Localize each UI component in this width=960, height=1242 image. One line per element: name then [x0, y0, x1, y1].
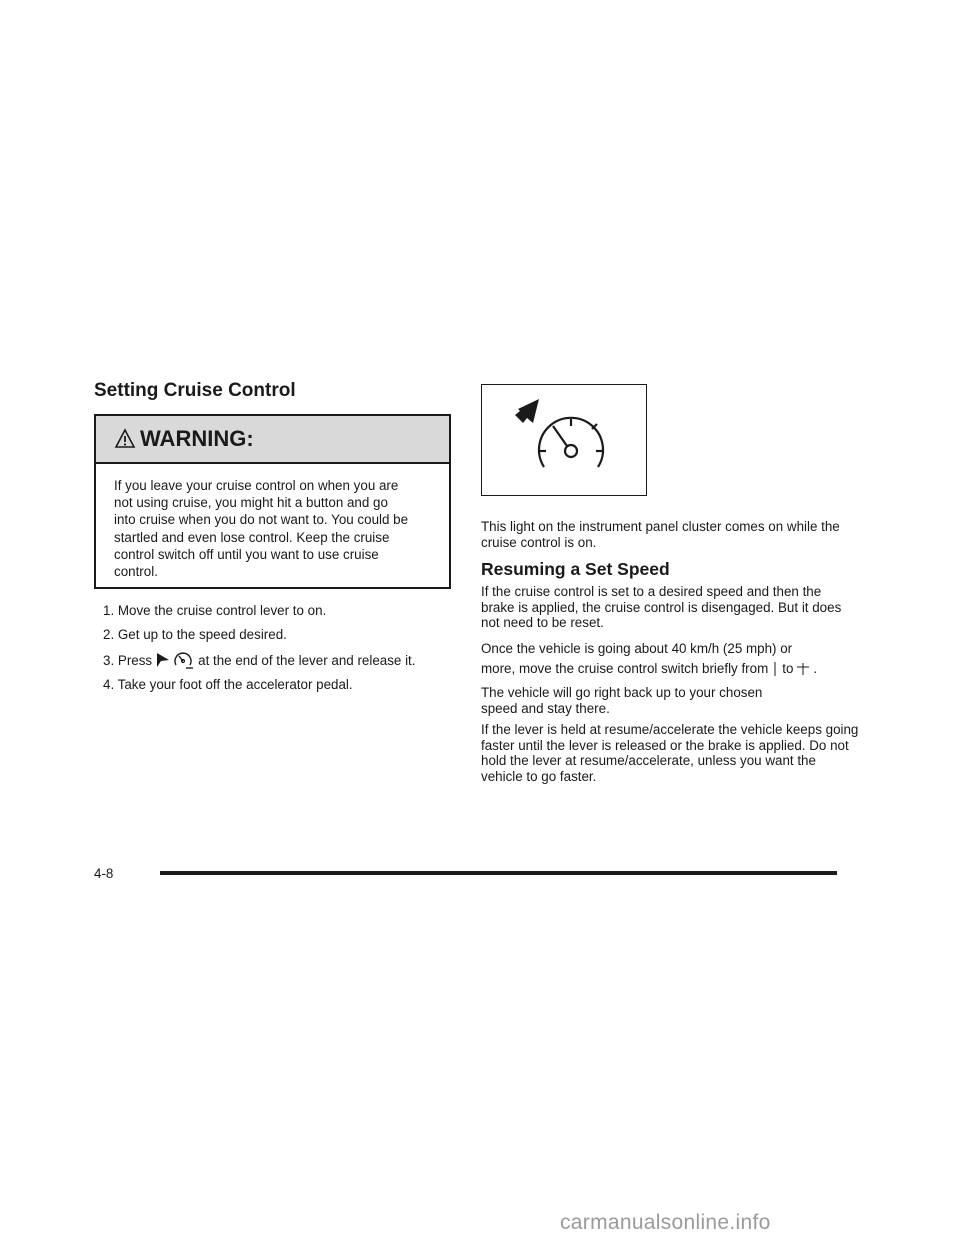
- step-3-suffix: at the end of the lever and release it.: [198, 652, 416, 668]
- warning-line: If you leave your cruise control on when you are: [114, 478, 399, 493]
- warning-line: control switch off until you want to use cruise: [114, 546, 379, 562]
- section-title-resuming: Resuming a Set Speed: [481, 559, 670, 579]
- warning-line: control.: [114, 564, 158, 580]
- resume-p2-end: .: [813, 660, 818, 676]
- resume-paragraph-4: If the lever is held at resume/accelerate the vehicle keeps going faster until the lever is released or the brake is applied. Do not hold the lever at resume/accelerate, unless you want the vehicle to go faster.: [481, 722, 859, 784]
- warning-text: [96, 464, 449, 580]
- watermark: carmanualsonline.info: [560, 1211, 771, 1234]
- warning-label: WARNING:: [140, 426, 254, 451]
- warning-line: startled and even lose control. Keep the cruise: [114, 529, 390, 545]
- step-3: [103, 651, 416, 669]
- section-title-setting-cruise: Setting Cruise Control: [94, 380, 296, 401]
- cruise-speedometer-icon: [482, 385, 645, 494]
- resume-p2-to: to: [782, 660, 794, 676]
- resume-p2-line1: Once the vehicle is going about 40 km/h (25 mph) or: [481, 641, 793, 656]
- warning-header: [96, 416, 449, 464]
- set-arrow-icon: [156, 652, 170, 668]
- plus-icon: [796, 662, 810, 676]
- step-2: 2. Get up to the speed desired.: [103, 627, 287, 642]
- resume-paragraph-2: [481, 641, 861, 677]
- step-3-prefix: 3. Press: [103, 652, 153, 668]
- warning-line: not using cruise, you might hit a button and go: [114, 495, 388, 511]
- step-4: 4. Take your foot off the accelerator pedal.: [103, 677, 353, 692]
- step-1: 1. Move the cruise control lever to on.: [103, 603, 327, 618]
- warning-triangle-icon: [114, 428, 136, 450]
- resume-bar-icon: [770, 661, 780, 677]
- footer-rule: [160, 871, 837, 875]
- warning-box: [94, 414, 451, 589]
- page-number: 4-8: [94, 866, 114, 881]
- warning-line: into cruise when you do not want to. You could be: [114, 512, 409, 528]
- resume-p2-text: more, move the cruise control switch briefly from: [481, 660, 769, 676]
- cruise-speedometer-icon: [172, 651, 194, 669]
- icon-caption: This light on the instrument panel cluster comes on while the cruise control is on.: [481, 519, 840, 550]
- cruise-light-illustration: [481, 384, 647, 496]
- resume-paragraph-3: The vehicle will go right back up to your chosen speed and stay there.: [481, 685, 763, 716]
- resume-p2-line2: [481, 661, 861, 677]
- resume-paragraph-1: If the cruise control is set to a desired speed and then the brake is applied, the cruise control is disengaged. But it does not need to be reset.: [481, 584, 842, 631]
